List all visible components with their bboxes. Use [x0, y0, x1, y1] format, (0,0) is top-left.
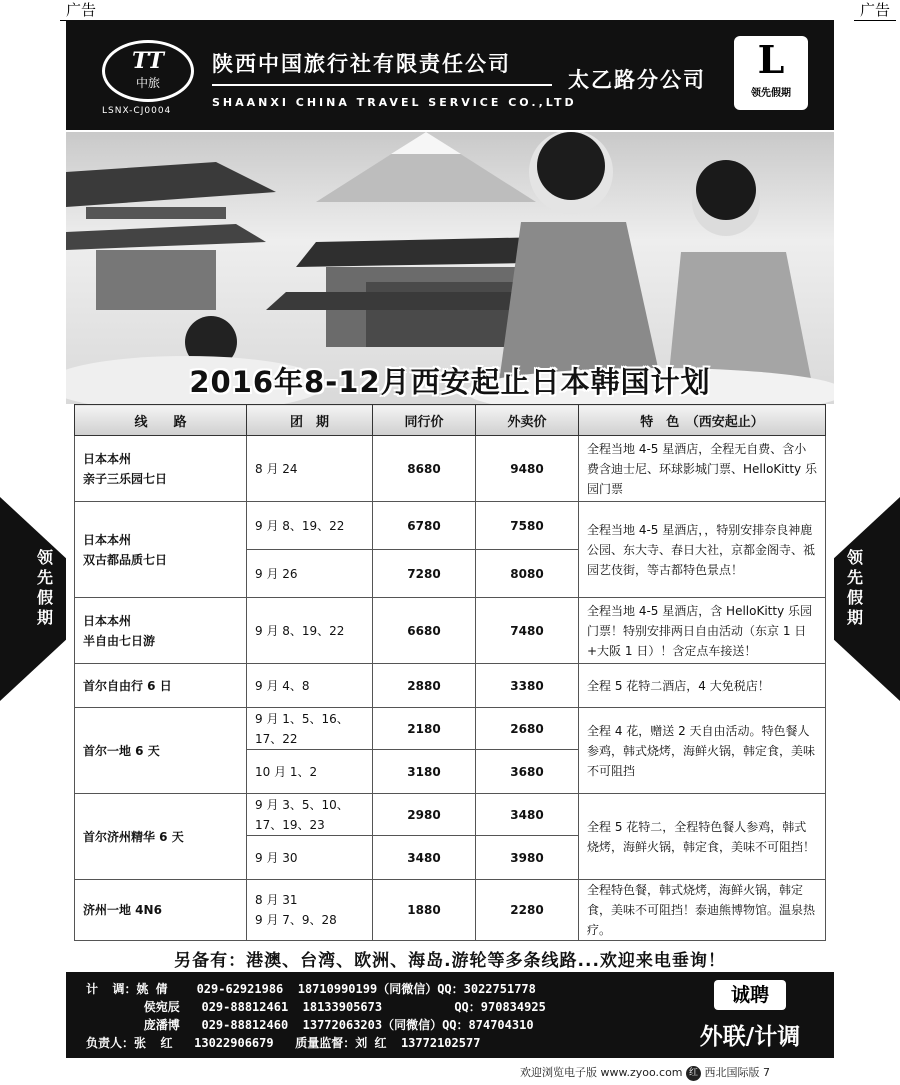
- route-name: 济州一地 4N6: [75, 880, 247, 941]
- header-route: 线 路: [75, 405, 247, 436]
- brand-mark-icon: L: [757, 37, 785, 82]
- trade-price: 8680: [373, 436, 476, 502]
- table-row: [75, 502, 826, 550]
- contact-line: 庞潘博 029-88812460 13772063203（同微信）QQ：874704310: [86, 1018, 534, 1032]
- trade-price: 7280: [373, 550, 476, 598]
- route-name: 首尔济州精华 6 天: [75, 794, 247, 880]
- table-row: [75, 880, 826, 941]
- contact-line: 负责人：张 红 13022906679 质量监督：刘 红 13772102577: [86, 1036, 481, 1050]
- section-name: 西北国际版: [704, 1066, 760, 1079]
- trade-price: 2180: [373, 708, 476, 750]
- side-label-right: 领先假期: [846, 548, 863, 627]
- route-features: 全程特色餐，韩式烧烤，海鲜火锅，韩定食，美味不可阻挡！泰迪熊博物馆。温泉热疗。: [579, 880, 826, 941]
- route-features: 全程当地 4-5 星酒店，全程无自费、含小费含迪士尼、环球影城门票、HelloKitty 乐园门票: [579, 436, 826, 502]
- trade-price: 6780: [373, 502, 476, 550]
- retail-price: 2280: [476, 880, 579, 941]
- trade-price: 3480: [373, 836, 476, 880]
- departure-dates: 9 月 8、19、22: [247, 598, 373, 664]
- table-header-row: [75, 405, 826, 436]
- trade-price: 6680: [373, 598, 476, 664]
- trade-price: 2880: [373, 664, 476, 708]
- departure-dates: 9 月 26: [247, 550, 373, 598]
- departure-dates: 9 月 1、5、16、17、22: [247, 708, 373, 750]
- page-title: 2016年8-12月西安起止日本韩国计划: [189, 365, 711, 399]
- departure-dates: 9 月 8、19、22: [247, 502, 373, 550]
- license-number: LSNX-CJ0004: [102, 106, 172, 116]
- departure-dates: 8 月 24: [247, 436, 373, 502]
- route-features: 全程 4 花，赠送 2 天自由活动。特色餐人参鸡，韩式烧烤，海鲜火锅，韩定食，美味不可阻挡: [579, 708, 826, 794]
- company-logo-icon: [102, 40, 194, 102]
- retail-price: 8080: [476, 550, 579, 598]
- retail-price: 3680: [476, 750, 579, 794]
- table-row: [75, 436, 826, 502]
- departure-dates: 10 月 1、2: [247, 750, 373, 794]
- retail-price: 2680: [476, 708, 579, 750]
- retail-price: 3380: [476, 664, 579, 708]
- retail-price: 3980: [476, 836, 579, 880]
- header-trade-price: 同行价: [373, 405, 476, 436]
- logo-mark: TT: [132, 48, 164, 74]
- route-name: 日本本州 双古都品质七日: [75, 502, 247, 598]
- company-name: 陕西中国旅行社有限责任公司: [212, 51, 511, 76]
- company-name-en: SHAANXI CHINA TRAVEL SERVICE CO.,LTD: [212, 96, 577, 109]
- routes-table: [74, 404, 826, 941]
- route-features: 全程当地 4-5 星酒店，含 HelloKitty 乐园门票！特别安排两日自由活动（东京 1 日+大阪 1 日）！含定点车接送！: [579, 598, 826, 664]
- departure-dates: 8 月 31 9 月 7、9、28: [247, 880, 373, 941]
- trade-price: 2980: [373, 794, 476, 836]
- branch-name: 太乙路分公司: [568, 67, 706, 92]
- recruit-badge: 诚聘: [714, 980, 786, 1010]
- recruit-positions: 外联/计调: [699, 1024, 801, 1050]
- ad-page: [66, 20, 834, 1060]
- contact-line: 侯宛辰 029-88812461 18133905673 QQ：970834925: [86, 1000, 546, 1014]
- contact-line: 计 调：姚 倩 029-62921986 18710990199（同微信）QQ：3022751778: [86, 982, 536, 996]
- section-badge-icon: 红: [686, 1066, 701, 1081]
- retail-price: 7480: [476, 598, 579, 664]
- brand-name: 领先假期: [751, 88, 791, 99]
- table-row: [75, 794, 826, 836]
- ad-label-left: 广告: [60, 0, 102, 21]
- route-name: 首尔自由行 6 日: [75, 664, 247, 708]
- route-name: 日本本州 半自由七日游: [75, 598, 247, 664]
- banner-image: [66, 132, 834, 404]
- logo-text: 中旅: [135, 76, 160, 90]
- divider: [212, 84, 552, 86]
- route-features: 全程 5 花特二，全程特色餐人参鸡，韩式烧烤，海鲜火锅，韩定食，美味不可阻挡！: [579, 794, 826, 880]
- departure-dates: 9 月 4、8: [247, 664, 373, 708]
- route-features: 全程 5 花特二酒店，4 大免税店！: [579, 664, 826, 708]
- trade-price: 3180: [373, 750, 476, 794]
- more-routes-note: 另备有：港澳、台湾、欧洲、海岛.游轮等多条线路...欢迎来电垂询！: [174, 951, 726, 971]
- header-dates: 团 期: [247, 405, 373, 436]
- header-retail-price: 外卖价: [476, 405, 579, 436]
- page-footer: [520, 1064, 770, 1081]
- route-name: 首尔一地 6 天: [75, 708, 247, 794]
- route-features: 全程当地 4-5 星酒店，，特别安排奈良神鹿公园、东大寺、春日大社，京都金阁寺、祗园艺伎街，等古都特色景点！: [579, 502, 826, 598]
- contact-footer: [66, 972, 834, 1058]
- table-row: [75, 708, 826, 750]
- departure-dates: 9 月 30: [247, 836, 373, 880]
- ad-label-right: 广告: [854, 0, 896, 21]
- side-label-left: 领先假期: [36, 548, 53, 627]
- side-tab-left: [0, 497, 66, 701]
- page-number: 7: [763, 1066, 771, 1079]
- retail-price: 7580: [476, 502, 579, 550]
- footer-text: 欢迎浏览电子版 www.zyoo.com: [520, 1066, 683, 1079]
- header-features: 特 色 （西安起止）: [579, 405, 826, 436]
- departure-dates: 9 月 3、5、10、17、19、23: [247, 794, 373, 836]
- table-row: [75, 664, 826, 708]
- brand-logo: [734, 36, 808, 110]
- table-row: [75, 598, 826, 664]
- route-name: 日本本州 亲子三乐园七日: [75, 436, 247, 502]
- header: [66, 20, 834, 130]
- retail-price: 9480: [476, 436, 579, 502]
- routes-table-body: [75, 436, 826, 941]
- trade-price: 1880: [373, 880, 476, 941]
- retail-price: 3480: [476, 794, 579, 836]
